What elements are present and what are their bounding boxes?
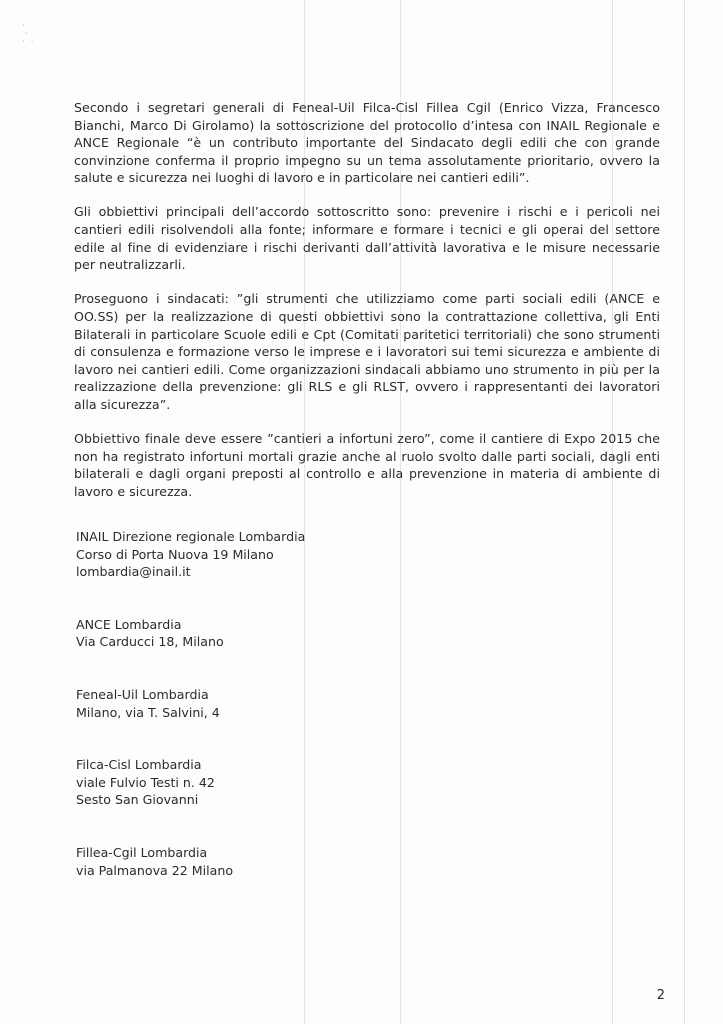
address-line: via Palmanova 22 Milano — [76, 862, 234, 878]
page-number: 2 — [656, 988, 665, 1003]
address-block-filca-cisl — [76, 756, 476, 809]
address-block-inail — [76, 528, 476, 581]
address-list — [76, 528, 476, 914]
address-block-feneal-uil — [76, 686, 476, 721]
address-block-ance — [76, 616, 476, 651]
address-line: Filca-Cisl Lombardia — [76, 757, 202, 773]
scan-artifact-line — [684, 0, 685, 1024]
paragraph-union-tools: Proseguono i sindacati: ”gli strumenti che utilizziamo come parti sociali edili (ANCE e OO.SS) per la realizzazione di questi obbiettivi sono la contrattazione collettiva, gli Enti Bilaterali in particolare Scuole edili e Cpt (Comitati paritetici territoriali) che sono strumenti di consulenza e formazione verso le imprese e i lavoratori sui temi sicurezza e ambiente di lavoro nei cantieri edili. Come organizzazioni sindacali abbiamo uno strumento in più per la realizzazione della prevenzione: gli RLS e gli RLST, ovvero i rappresentanti dei lavoratori alla sicurezza”. — [74, 291, 660, 412]
address-line: Milano, via T. Salvini, 4 — [76, 704, 220, 720]
address-line: Fillea-Cgil Lombardia — [76, 844, 208, 860]
address-line: Sesto San Giovanni — [76, 792, 199, 808]
address-line: viale Fulvio Testi n. 42 — [76, 774, 215, 790]
paragraph-agreement-objectives: Gli obbiettivi principali dell’accordo sottoscritto sono: prevenire i rischi e i pericoli nei cantieri edili risolvendoli alla fonte; informare e formare i tecnici e gli operai del settore edile al fine di evidenziare i rischi derivanti dall’attività lavorativa e le misure necessarie per neutralizzarli. — [74, 204, 660, 273]
paragraph-secretaries-statement: Secondo i segretari generali di Feneal-Uil Filca-Cisl Fillea Cgil (Enrico Vizza, Francesco Bianchi, Marco Di Girolamo) la sottoscrizione del protocollo d’intesa con INAIL Regionale e ANCE Regionale “è un contributo importante del Sindacato degli edili che con grande convinzione conferma il proprio impegno su un tema assolutamente prioritario, ovvero la salute e sicurezza nei luoghi di lavoro e in particolare nei cantieri edili”. — [74, 100, 660, 186]
scan-speck-mark: · · · · — [22, 21, 34, 47]
address-block-fillea-cgil — [76, 844, 476, 879]
address-line: ANCE Lombardia — [76, 616, 182, 632]
paragraph-final-objective: Obbiettivo finale deve essere ”cantieri a infortuni zero”, come il cantiere di Expo 2015 che non ha registrato infortuni mortali grazie anche al ruolo svolto dalle parti sociali, dagli enti bilaterali e dagli organi preposti al controllo e alla prevenzione in materia di ambiente di lavoro e sicurezza. — [74, 431, 660, 499]
address-line: INAIL Direzione regionale Lombardia — [76, 529, 306, 544]
address-line: Via Carducci 18, Milano — [76, 634, 224, 650]
email-link[interactable]: lombardia@inail.it — [76, 564, 191, 580]
address-line: Feneal-Uil Lombardia — [76, 686, 209, 702]
letter-body — [74, 99, 660, 517]
address-line: Corso di Porta Nuova 19 Milano — [76, 546, 274, 562]
